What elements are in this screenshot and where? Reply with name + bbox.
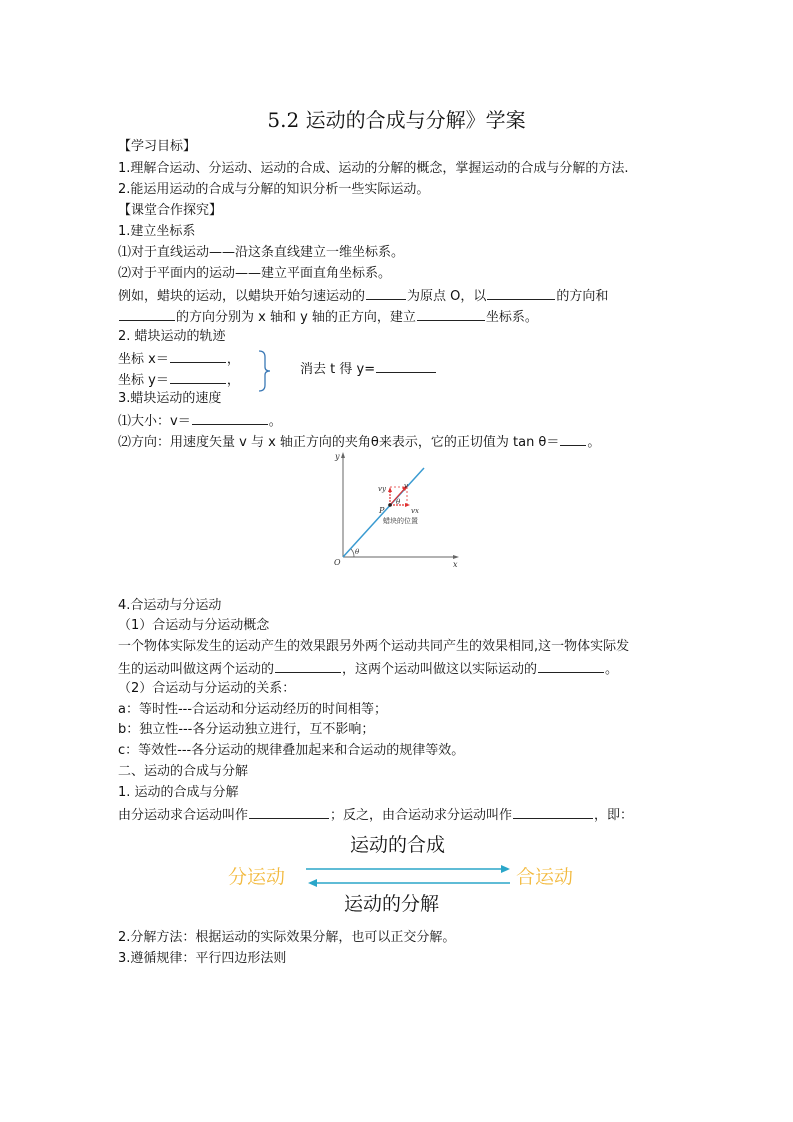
fill-line-origin: 例如，蜡块的运动，以蜡块开始匀速运动的 为原点 O，以 的方向和 <box>118 286 608 306</box>
relation-a: a：等时性---合运动和分运动经历的时间相等； <box>118 702 388 717</box>
arrows-icon <box>304 864 514 890</box>
curly-brace-icon <box>257 350 273 392</box>
axis-label-y: y <box>335 452 340 461</box>
method-line: 2.分解方法：根据运动的实际效果分解，也可以正交分解。 <box>118 930 456 945</box>
text-line: （1）合运动与分运动概念 <box>118 618 270 633</box>
answer-blank[interactable] <box>538 659 604 673</box>
velocity-y-label: vy <box>378 485 386 493</box>
section-heading-goals: 【学习目标】 <box>118 139 197 154</box>
subheading-component-motion: 4.合运动与分运动 <box>118 598 222 613</box>
answer-blank[interactable] <box>275 659 341 673</box>
subheading-trajectory: 2. 蜡块运动的轨迹 <box>118 329 226 344</box>
answer-blank[interactable] <box>376 359 436 373</box>
angle-label: θ <box>355 548 360 556</box>
fill-line-axes: 的方向分别为 x 轴和 y 轴的正方向，建立 坐标系。 <box>118 307 538 327</box>
relation-c: c：等效性---各分运动的规律叠加起来和合运动的规律等效。 <box>118 743 465 758</box>
text-line: ⑴对于直线运动——沿这条直线建立一维坐标系。 <box>118 245 405 260</box>
section-heading-part2: 二、运动的合成与分解 <box>118 764 249 779</box>
answer-blank[interactable] <box>366 286 406 300</box>
answer-blank[interactable] <box>192 411 268 425</box>
fill-line-speed: ⑴大小：v＝ 。 <box>118 411 282 431</box>
text-line: 一个物体实际发生的运动产生的效果跟另外两个运动共同产生的效果相同,这一物体实际发 <box>118 639 630 654</box>
fill-line-concepts: 生的运动叫做这两个运动的 ，这两个运动叫做这以实际运动的 。 <box>118 659 618 679</box>
fill-line-synthesis: 由分运动求合运动叫作 ；反之，由合运动求分运动叫作 ，即： <box>118 805 633 825</box>
answer-blank[interactable] <box>119 307 175 321</box>
relation-b: b：独立性---各分运动独立进行，互不影响； <box>118 722 375 737</box>
component-label: 分运动 <box>228 866 286 888</box>
velocity-figure <box>330 450 465 572</box>
answer-blank[interactable] <box>487 286 555 300</box>
goal-line-1: 1.理解合运动、分运动、运动的合成、运动的分解的概念，掌握运动的合成与分解的方法. <box>118 161 629 176</box>
subheading-coordinate: 1.建立坐标系 <box>118 224 196 239</box>
text-line: （2）合运动与分运动的关系： <box>118 681 296 696</box>
answer-blank[interactable] <box>170 349 226 363</box>
decomposition-label: 运动的分解 <box>344 893 440 915</box>
figure-caption: 蜡块的位置 <box>383 517 418 525</box>
answer-blank[interactable] <box>249 805 329 819</box>
point-label: P <box>379 506 385 515</box>
goal-line-2: 2.能运用运动的合成与分解的知识分析一些实际运动。 <box>118 182 430 197</box>
fill-line-x: 坐标 x＝ ， <box>118 349 240 369</box>
velocity-label: v <box>404 482 408 490</box>
fill-line-eliminate: 消去 t 得 y= <box>300 359 437 379</box>
page-title: 5.2 运动的合成与分解》学案 <box>267 108 526 132</box>
fill-line-direction: ⑵方向：用速度矢量 v 与 x 轴正方向的夹角θ来表示，它的正切值为 tan θ＝ 。 <box>118 432 600 452</box>
subheading-synthesis: 1. 运动的合成与分解 <box>118 785 239 800</box>
text-line: ⑵对于平面内的运动——建立平面直角坐标系。 <box>118 266 392 281</box>
origin-label: O <box>334 558 341 567</box>
fill-line-y: 坐标 y＝ ， <box>118 370 240 390</box>
subheading-velocity: 3.蜡块运动的速度 <box>118 391 222 406</box>
rule-line: 3.遵循规律：平行四边形法则 <box>118 951 287 966</box>
axis-label-x: x <box>453 560 458 569</box>
answer-blank[interactable] <box>560 432 586 446</box>
answer-blank[interactable] <box>417 307 485 321</box>
velocity-x-label: vx <box>411 507 419 515</box>
resultant-label: 合运动 <box>516 866 574 888</box>
section-heading-explore: 【课堂合作探究】 <box>118 203 223 218</box>
synthesis-label: 运动的合成 <box>350 834 446 856</box>
answer-blank[interactable] <box>170 370 226 384</box>
angle-label: θ <box>396 498 401 506</box>
answer-blank[interactable] <box>513 805 593 819</box>
